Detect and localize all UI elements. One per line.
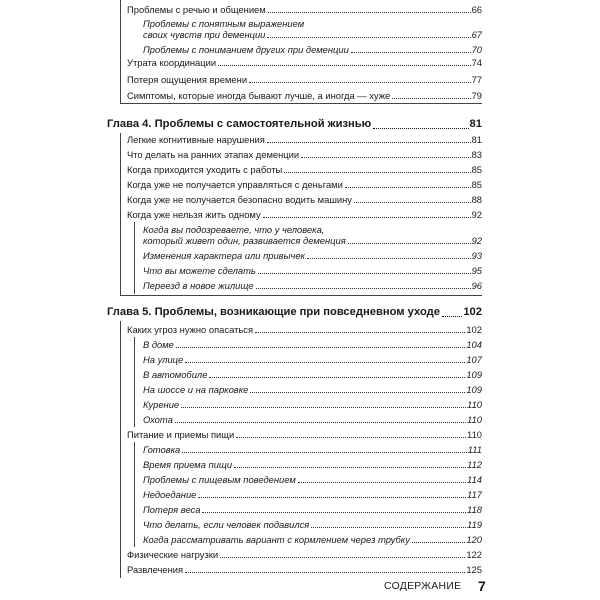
dot-leader xyxy=(351,52,471,53)
toc-entry[interactable] xyxy=(143,489,482,500)
toc-entry[interactable] xyxy=(127,564,482,575)
entry-title: Глава 4. Проблемы с самостоятельной жизнью xyxy=(107,118,372,130)
entry-title: На шоссе и на парковке xyxy=(143,384,249,395)
toc-entry[interactable] xyxy=(127,74,482,85)
entry-title: Что делать на ранних этапах деменции xyxy=(127,149,300,160)
toc-entry[interactable] xyxy=(143,265,482,276)
toc-entry[interactable] xyxy=(127,179,482,190)
toc-entry[interactable] xyxy=(143,18,482,40)
entry-title: Курение xyxy=(143,399,180,410)
dot-leader xyxy=(267,37,470,38)
entry-page-number: 110 xyxy=(467,399,482,410)
entry-title: Переезд в новое жилище xyxy=(143,280,254,291)
entry-title: Симптомы, которые иногда бывают лучше, а иногда — хуже xyxy=(127,90,391,101)
section-rule xyxy=(120,133,121,295)
dot-leader xyxy=(258,273,471,274)
dot-leader xyxy=(181,407,466,408)
chapter-entry[interactable] xyxy=(107,306,482,319)
entry-title: Недоедание xyxy=(143,489,197,500)
entry-page-number: 102 xyxy=(463,306,482,318)
entry-title: Когда уже нельзя жить одному xyxy=(127,209,261,220)
section-rule xyxy=(120,0,121,103)
entry-title-line2: своих чувств при деменции xyxy=(143,29,266,40)
dot-leader xyxy=(198,497,466,498)
entry-page-number: 85 xyxy=(471,164,482,175)
toc-entry[interactable] xyxy=(127,90,482,101)
dot-leader xyxy=(182,452,467,453)
entry-page-number: 85 xyxy=(471,179,482,190)
entry-title: Проблемы с пониманием других при деменции xyxy=(143,44,349,55)
entry-page-number: 96 xyxy=(471,280,482,291)
section-rule xyxy=(120,103,482,104)
entry-page-number: 70 xyxy=(471,44,482,55)
dot-leader xyxy=(220,557,465,558)
dot-leader xyxy=(345,187,471,188)
toc-entry[interactable] xyxy=(127,149,482,160)
entry-page-number: 88 xyxy=(471,194,482,205)
chapter-entry[interactable] xyxy=(107,118,482,131)
toc-entry[interactable] xyxy=(127,164,482,175)
entry-page-number: 83 xyxy=(471,149,482,160)
entry-page-number: 125 xyxy=(466,564,482,575)
section-rule xyxy=(120,295,482,296)
dot-leader xyxy=(442,316,462,317)
entry-title: Изменения характера или привычек xyxy=(143,250,305,261)
toc-entry[interactable] xyxy=(127,57,482,68)
entry-title: Что вы можете сделать xyxy=(143,265,256,276)
entry-title-line2-row xyxy=(143,29,482,40)
entry-page-number: 109 xyxy=(466,384,482,395)
toc-entry[interactable] xyxy=(143,459,482,470)
toc-entry[interactable] xyxy=(143,444,482,455)
dot-leader xyxy=(176,347,465,348)
entry-page-number: 93 xyxy=(471,250,482,261)
entry-page-number: 118 xyxy=(467,504,482,515)
entry-page-number: 110 xyxy=(467,414,482,425)
entry-page-number: 67 xyxy=(471,29,482,40)
entry-title: В доме xyxy=(143,339,174,350)
entry-title-line2: который живет один, развивается деменция xyxy=(143,235,346,246)
page-number: 7 xyxy=(478,578,486,594)
entry-title: Утрата координации xyxy=(127,57,217,68)
toc-entry[interactable] xyxy=(143,44,482,55)
entry-page-number: 74 xyxy=(471,57,482,68)
entry-title: Потеря ощущения времени xyxy=(127,74,248,85)
entry-title: Проблемы с речью и общением xyxy=(127,4,266,15)
entry-title: Охота xyxy=(143,414,173,425)
entry-title: Когда уже не получается управляться с деньгами xyxy=(127,179,343,190)
entry-page-number: 112 xyxy=(467,459,482,470)
entry-page-number: 95 xyxy=(471,265,482,276)
entry-title: Когда уже не получается безопасно водить машину xyxy=(127,194,352,205)
subsection-rule xyxy=(134,222,135,294)
entry-title: Физические нагрузки xyxy=(127,549,219,560)
toc-entry[interactable] xyxy=(143,504,482,515)
entry-page-number: 81 xyxy=(471,134,482,145)
dot-leader xyxy=(209,377,465,378)
dot-leader xyxy=(392,98,470,99)
toc-entry[interactable] xyxy=(143,414,482,425)
dot-leader xyxy=(307,258,471,259)
toc-entry[interactable] xyxy=(143,280,482,291)
dot-leader xyxy=(218,65,471,66)
toc-entry[interactable] xyxy=(143,250,482,261)
toc-entry[interactable] xyxy=(143,369,482,380)
toc-entry[interactable] xyxy=(143,384,482,395)
entry-title: Каких угроз нужно опасаться xyxy=(127,324,254,335)
entry-page-number: 119 xyxy=(467,519,482,530)
entry-page-number: 109 xyxy=(466,369,482,380)
entry-title: Развлечения xyxy=(127,564,184,575)
toc-entry[interactable] xyxy=(143,399,482,410)
dot-leader xyxy=(236,437,466,438)
entry-page-number: 66 xyxy=(471,4,482,15)
section-rule xyxy=(120,321,121,578)
toc-entry[interactable] xyxy=(143,339,482,350)
entry-title: Что делать, если человек подавился xyxy=(143,519,310,530)
dot-leader xyxy=(175,422,466,423)
toc-entry[interactable] xyxy=(127,549,482,560)
running-footer-label: СОДЕРЖАНИЕ xyxy=(384,581,462,592)
entry-title-line1: Проблемы с понятным выражением xyxy=(143,18,305,29)
entry-title-line2-row xyxy=(143,235,482,246)
dot-leader xyxy=(284,172,470,173)
dot-leader xyxy=(263,217,471,218)
entry-title-line1: Когда вы подозреваете, что у человека, xyxy=(143,224,325,235)
dot-leader xyxy=(185,572,465,573)
toc-entry[interactable] xyxy=(143,354,482,365)
subsection-rule xyxy=(134,337,135,427)
dot-leader xyxy=(267,142,471,143)
toc-entry[interactable] xyxy=(127,429,482,440)
dot-leader xyxy=(249,82,471,83)
entry-title: Проблемы с пищевым поведением xyxy=(143,474,296,485)
entry-page-number: 117 xyxy=(467,489,482,500)
entry-page-number: 122 xyxy=(466,549,482,560)
entry-page-number: 107 xyxy=(466,354,482,365)
toc-entry[interactable] xyxy=(143,224,482,246)
entry-title: На улице xyxy=(143,354,184,365)
entry-page-number: 81 xyxy=(469,118,482,130)
toc-entry[interactable] xyxy=(127,324,482,335)
entry-title: Легкие когнитивные нарушения xyxy=(127,134,265,145)
entry-title: Потеря веса xyxy=(143,504,201,515)
dot-leader xyxy=(234,467,466,468)
dot-leader xyxy=(268,12,471,13)
toc-entry[interactable] xyxy=(143,519,482,530)
entry-title: Готовка xyxy=(143,444,181,455)
toc-entry[interactable] xyxy=(127,4,482,15)
entry-page-number: 104 xyxy=(466,339,482,350)
dot-leader xyxy=(185,362,465,363)
dot-leader xyxy=(256,288,471,289)
entry-page-number: 77 xyxy=(471,74,482,85)
entry-page-number: 114 xyxy=(467,474,482,485)
entry-page-number: 102 xyxy=(466,324,482,335)
entry-page-number: 120 xyxy=(466,534,482,545)
dot-leader xyxy=(348,243,471,244)
entry-title: В автомобиле xyxy=(143,369,208,380)
dot-leader xyxy=(250,392,465,393)
entry-page-number: 92 xyxy=(471,235,482,246)
entry-title: Время приема пищи xyxy=(143,459,233,470)
dot-leader xyxy=(202,512,466,513)
entry-title: Когда приходится уходить с работы xyxy=(127,164,283,175)
entry-page-number: 111 xyxy=(467,444,482,455)
subsection-rule xyxy=(134,442,135,547)
dot-leader xyxy=(255,332,465,333)
dot-leader xyxy=(354,202,471,203)
toc-entry[interactable] xyxy=(127,209,482,220)
dot-leader xyxy=(301,157,470,158)
entry-page-number: 92 xyxy=(471,209,482,220)
entry-title: Глава 5. Проблемы, возникающие при повседневном уходе xyxy=(107,306,440,318)
entry-title: Питание и приемы пищи xyxy=(127,429,235,440)
entry-page-number: 79 xyxy=(471,90,482,101)
dot-leader xyxy=(412,542,465,543)
entry-title: Когда рассматривать вариант с кормлением через трубку xyxy=(143,534,410,545)
toc-entry[interactable] xyxy=(143,474,482,485)
toc-entry[interactable] xyxy=(143,534,482,545)
entry-page-number: 110 xyxy=(467,429,482,440)
toc-entry[interactable] xyxy=(127,194,482,205)
toc-entry[interactable] xyxy=(127,134,482,145)
dot-leader xyxy=(311,527,466,528)
dot-leader xyxy=(373,128,468,129)
dot-leader xyxy=(298,482,466,483)
